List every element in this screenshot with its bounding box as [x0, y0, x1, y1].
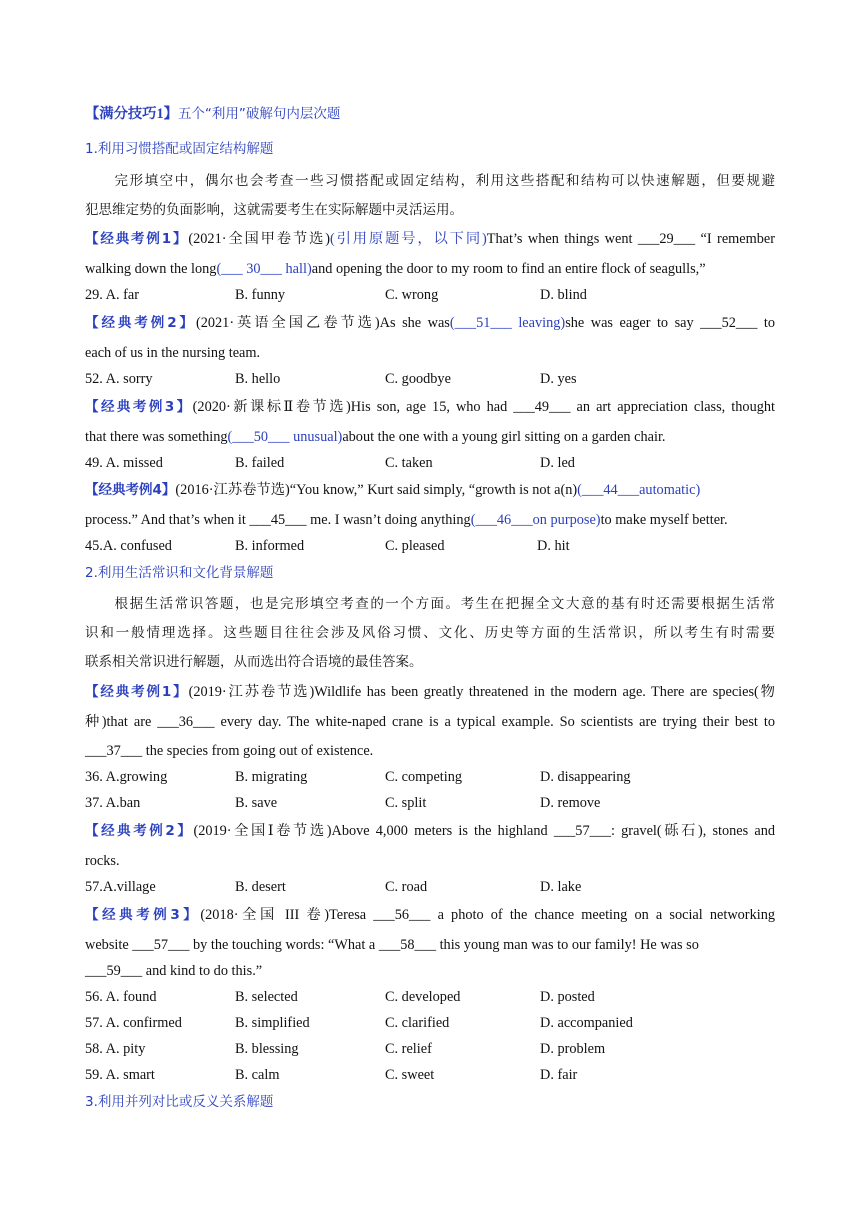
example-3-line-2: that there was something(___50___ unusual)about the one with a young girl sitting on a garden chair. — [85, 429, 666, 445]
example-4-line-2: process.” And that’s when it ___45___ me. I wasn’t doing anything(___46___on purpose)to make myself better. — [85, 512, 728, 528]
section-1-intro-line-2: 犯思维定势的负面影响，这就需要考生在实际解题中灵活运用。 — [85, 202, 463, 218]
example-label: 【经典考例3】 — [85, 907, 201, 923]
options-row-36: 36. A.growing B. migrating C. competing D. disappearing — [85, 769, 631, 785]
options-row-37: 37. A.ban B. save C. split D. remove — [85, 795, 601, 811]
example-6-line-1: 【经典考例2】(2019·全国Ⅰ卷节选)Above 4,000 meters is the highland ___57___: gravel(砾石), stones and — [85, 823, 775, 839]
options-row-57a: 57.A.village B. desert C. road D. lake — [85, 879, 582, 895]
options-row-45: 45.A. confused B. informed C. pleased D. hit — [85, 538, 570, 554]
example-5-line-2: 种)that are ___36___ every day. The white-naped crane is a typical example. So scientists are trying their best to — [85, 714, 775, 730]
example-2-line-2: each of us in the nursing team. — [85, 345, 261, 361]
options-row-57b: 57. A. confirmed B. simplified C. clarified D. accompanied — [85, 1015, 633, 1031]
example-7-line-2: website ___57___ by the touching words: “What a ___58___ this young man was to our family! He was so — [85, 937, 699, 953]
example-7-line-1: 【经典考例3】(2018·全国 III 卷)Teresa ___56___ a photo of the chance meeting on a social networking — [85, 907, 775, 923]
example-label: 【经典考例2】 — [85, 823, 194, 839]
example-label: 【经典考例1】 — [85, 231, 189, 247]
section-3-heading: 3.利用并列对比或反义关系解题 — [85, 1094, 274, 1110]
section-2-heading: 2.利用生活常识和文化背景解题 — [85, 565, 274, 581]
options-row-49: 49. A. missed B. failed C. taken D. led — [85, 455, 575, 471]
options-row-56: 56. A. found B. selected C. developed D. posted — [85, 989, 595, 1005]
example-label: 【经典考例2】 — [85, 315, 196, 331]
example-4-line-1: 【经典考例4】(2016·江苏卷节选)“You know,” Kurt said simply, “growth is not a(n)(___44___automatic) — [85, 482, 701, 498]
tip-heading — [85, 105, 775, 123]
example-5-line-3: ___37___ the species from going out of existence. — [85, 743, 374, 759]
options-row-59: 59. A. smart B. calm C. sweet D. fair — [85, 1067, 578, 1083]
example-1-line-2: walking down the long(___ 30___ hall)and opening the door to my room to find an entire flock of seagulls,” — [85, 261, 706, 277]
example-7-line-3: ___59___ and kind to do this.” — [85, 963, 263, 979]
tip-title: 五个“利用”破解句内层次题 — [177, 106, 341, 122]
example-6-line-2: rocks. — [85, 853, 120, 869]
section-1-heading: 1.利用习惯搭配或固定结构解题 — [85, 141, 274, 157]
example-1-line-1: 【经典考例1】(2021·全国甲卷节选)(引用原题号，以下同)That’s when things went ___29___ “I remember — [85, 231, 776, 247]
tip-label: 【满分技巧1】 — [85, 106, 178, 122]
section-2-intro-line-1: 根据生活常识答题，也是完形填空考查的一个方面。考生在把握全文大意的基有时还需要根据生活常 — [113, 596, 775, 612]
section-2-intro-line-3: 联系相关常识进行解题，从而选出符合语境的最佳答案。 — [85, 654, 423, 670]
example-5-line-1: 【经典考例1】(2019·江苏卷节选)Wildlife has been greatly threatened in the modern age. There are species(物 — [85, 684, 775, 700]
example-label: 【经典考例3】 — [85, 399, 193, 415]
example-label: 【经典考例4】 — [85, 482, 176, 498]
section-2-intro-line-2: 识和一般情理选择。这些题目往往会涉及风俗习惯、文化、历史等方面的生活常识，所以考生有时需要 — [85, 625, 775, 641]
example-label: 【经典考例1】 — [85, 684, 189, 700]
options-row-58: 58. A. pity B. blessing C. relief D. problem — [85, 1041, 606, 1057]
example-2-line-1: 【经典考例2】(2021·英语全国乙卷节选)As she was(___51___ leaving)she was eager to say ___52___ to — [85, 315, 775, 331]
example-3-line-1: 【经典考例3】(2020·新课标Ⅱ卷节选)His son, age 15, who had ___49___ an art appreciation class, thought — [85, 399, 775, 415]
options-row-52: 52. A. sorry B. hello C. goodbye D. yes — [85, 371, 577, 387]
section-1-intro-line-1: 完形填空中，偶尔也会考查一些习惯搭配或固定结构，利用这些搭配和结构可以快速解题，但要规避 — [113, 173, 775, 189]
options-row-29: 29. A. far B. funny C. wrong D. blind — [85, 287, 587, 303]
